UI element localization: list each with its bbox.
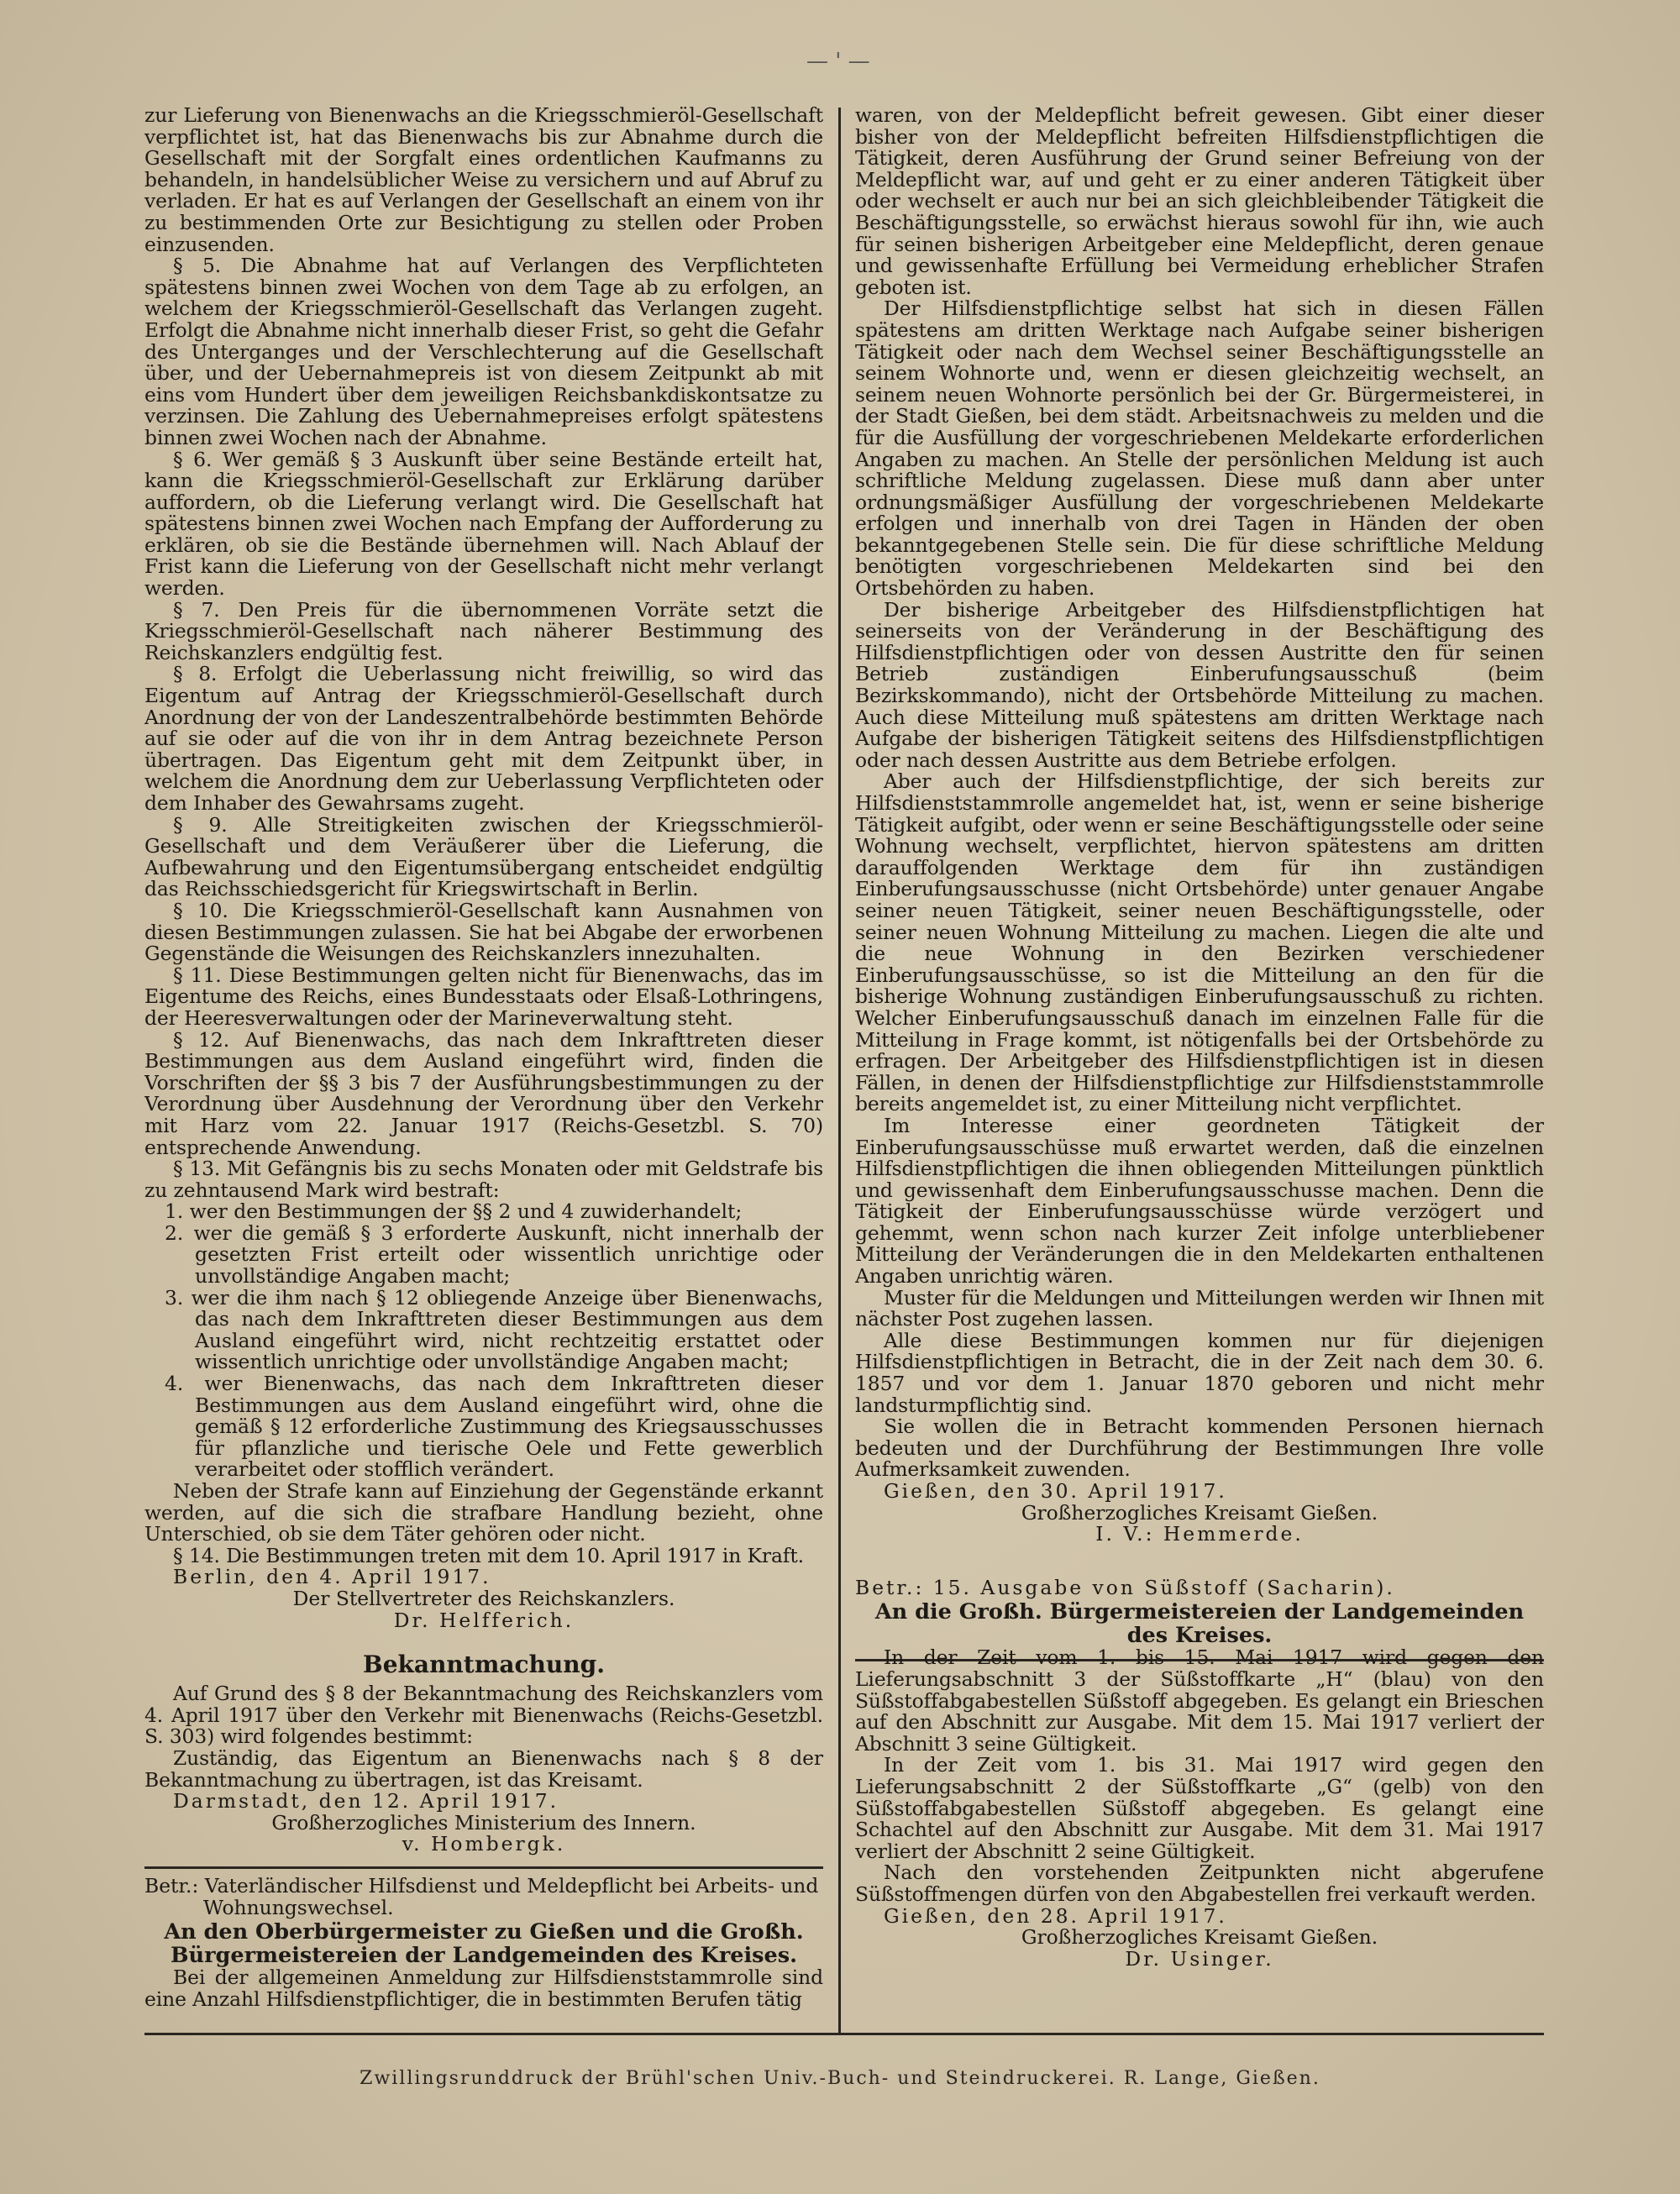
paragraph: § 10. Die Kriegsschmieröl-Gesellschaft kann Ausnahmen von diesen Bestimmungen zulassen. Sie hat bei Abgabe der erworbenen Gegenstände die Weisungen des Reichskanzlers innezuhalten. — [144, 898, 823, 966]
paragraph: § 5. Die Abnahme hat auf Verlangen des Verpflichteten spätestens binnen zwei Wochen von dem Tage ab zu erfolgen, an welchem der Kriegsschmieröl-Gesellschaft das Verlangen zugeht. Erfolgt die Abnahme nicht innerhalb dieser Frist, so geht die Gefahr des Unterganges und der Verschlechterung auf die Gesellschaft über, und der Uebernahmepreis ist von diesem Zeitpunkt ab mit eins vom Hundert über dem jeweiligen Reichsbankdiskontsatze zu verzinsen. Die Zahlung des Uebernahmepreises erfolgt spätestens binnen zwei Wochen nach der Abnahme. — [144, 254, 823, 449]
suessstoff-place-date: Gießen, den 28. April 1917. — [884, 1903, 1227, 1928]
paragraph: Der bisherige Arbeitgeber des Hilfsdienstpflichtigen hat seinerseits von der Veränderung in der Beschäftigung des Hilfsdienstpflichtigen oder von dessen Austritte den für seinen Betrieb zuständigen Einberufungsausschuß (beim Bezirkskommando), nicht der Ortsbehörde Mitteilung zu machen. Auch diese Mitteilung muß spätestens am dritten Werktage nach Aufgabe der bisherigen Tätigkeit seitens des Hilfsdienstpflichtigen oder nach dessen Austritte aus dem Betriebe erfolgen. — [855, 597, 1544, 772]
list-item: 4. wer Bienenwachs, das nach dem Inkrafttreten dieser Bestimmungen aus dem Ausland eingeführt wird, ohne die gemäß § 12 erforderliche Zustimmung des Kriegsausschusses für pflanzliche und tierische Oele und Fette gewerblich verarbeitet oder stofflich verändert. — [165, 1372, 823, 1482]
bekanntmachung-name: v. Hombergk. — [402, 1832, 566, 1856]
paragraph: waren, von der Meldepflicht befreit gewesen. Gibt einer dieser bisher von der Meldepflicht befreiten Hilfsdienstpflichtigen die Tätigkeit, deren Ausführung der Grund seiner Befreiung von der Meldepflicht war, auf und geht er zu einer anderen Tätigkeit über oder wechselt er auch nur bei an sich gleichbleibender Tätigkeit die Beschäftigungsstelle, so erwächst hieraus sowohl für ihn, wie auch für seinen bisherigen Arbeitgeber eine Meldepflicht, deren genaue und gewissenhafte Erfüllung bei Vermeidung erheblicher Strafen geboten ist. — [855, 105, 1544, 299]
left-column — [144, 105, 823, 2045]
paragraph: Neben der Strafe kann auf Einziehung der Gegenstände erkannt werden, auf die sich die strafbare Handlung bezieht, ohne Unterschied, ob sie dem Täter gehören oder nicht. — [144, 1479, 823, 1546]
suessstoff-paragraph-1: In der Zeit vom 1. bis 15. Mai 1917 wird gegen den Lieferungsabschnitt 3 der Süßstoffkarte „H“ (blau) von den Süßstoffabgabestellen Süßstoff abgegeben. Es gelangt ein Brieschen auf den Abschnitt zur Ausgabe. Mit dem 15. Mai 1917 verliert der Abschnitt 3 seine Gültigkeit. — [855, 1646, 1544, 1756]
paragraph: § 7. Den Preis für die übernommenen Vorräte setzt die Kriegsschmieröl-Gesellschaft nach näherer Bestimmung des Reichskanzlers endgültig fest. — [144, 597, 823, 664]
paragraph: Muster für die Meldungen und Mitteilungen werden wir Ihnen mit nächster Post zugehen lassen. — [855, 1285, 1544, 1331]
suessstoff-paragraph-2: In der Zeit vom 1. bis 31. Mai 1917 wird gegen den Lieferungsabschnitt 2 der Süßstoffkarte „G“ (gelb) von den Süßstoffabgabestellen Süßstoff abgegeben. Es gelangt eine Schachtel auf den Abschnitt zur Ausgabe. Mit dem 31. Mai 1917 verliert der Abschnitt 2 seine Gültigkeit. — [855, 1753, 1544, 1863]
suessstoff-paragraph-3: Nach den vorstehenden Zeitpunkten nicht abgerufene Süßstoffmengen dürfen von den Abgabestellen frei verkauft werden. — [855, 1861, 1544, 1906]
paragraph: § 6. Wer gemäß § 3 Auskunft über seine Bestände erteilt hat, kann die Kriegsschmieröl-Gesellschaft zur Erklärung darüber auffordern, ob die Lieferung verlangt wird. Die Gesellschaft hat spätestens binnen zwei Wochen nach Empfang der Aufforderung zu erklären, ob sie die Bestände übernehmen will. Nach Ablauf der Frist kann die Lieferung von der Gesellschaft nicht mehr verlangt werden. — [144, 447, 823, 601]
notice-address-line-2: Bürgermeistereien der Landgemeinden des Kreises. — [170, 1943, 797, 1969]
bekanntmachung-office: Großherzogliches Ministerium des Innern. — [271, 1810, 696, 1834]
suessstoff-subject: Betr.: 15. Ausgabe von Süßstoff (Sacharin). — [855, 1575, 1395, 1599]
bekanntmachung-paragraph-2: Zuständig, das Eigentum an Bienenwachs nach § 8 der Bekanntmachung zu übertragen, ist das Kreisamt. — [144, 1745, 823, 1792]
signature-place-date: Berlin, den 4. April 1917. — [173, 1565, 491, 1589]
list-item: 2. wer die gemäß § 3 erforderte Auskunft, nicht innerhalb der gesetzten Frist erteilt oder wissentlich unrichtige oder unvollständige Angaben macht; — [165, 1220, 823, 1289]
signature-name: Dr. Helfferich. — [393, 1608, 575, 1632]
ordinance-final-paragraphs — [144, 1481, 823, 1567]
bekanntmachung-heading: Bekanntmachung. — [363, 1651, 605, 1679]
hilfsdienst-notice-body — [855, 105, 1544, 1481]
right-signature-name: I. V.: Hemmerde. — [1095, 1522, 1304, 1546]
suessstoff-address-line-2: des Kreises. — [1126, 1623, 1273, 1649]
printer-imprint: Zwillingsrunddruck der Brühl'schen Univ.-Buch- und Steindruckerei. R. Lange, Gießen. — [360, 2068, 1320, 2089]
paragraph: § 11. Diese Bestimmungen gelten nicht für Bienenwachs, das im Eigentume des Reichs, eines Bundesstaats oder Elsaß-Lothringens, der Heeresverwaltungen oder der Marineverwaltung steht. — [144, 963, 823, 1030]
signature-office: Der Stellvertreter des Reichskanzlers. — [292, 1586, 675, 1610]
list-item: 1. wer den Bestimmungen der §§ 2 und 4 zuwiderhandelt; — [165, 1199, 743, 1224]
right-signature-place-date: Gießen, den 30. April 1917. — [884, 1479, 1227, 1503]
suessstoff-address-line-1: An die Großh. Bürgermeistereien der Landgemeinden — [874, 1599, 1525, 1625]
suessstoff-office: Großherzogliches Kreisamt Gießen. — [1021, 1925, 1378, 1950]
suessstoff-name: Dr. Usinger. — [1125, 1946, 1274, 1971]
ordinance-continuation — [144, 105, 823, 1201]
bekanntmachung-place-date: Darmstadt, den 12. April 1917. — [173, 1789, 559, 1813]
paragraph: § 8. Erfolgt die Ueberlassung nicht freiwillig, so wird das Eigentum auf Antrag der Kriegsschmieröl-Gesellschaft durch Anordnung der von der Landeszentralbehörde bestimmten Behörde auf sie oder auf die von ihr in dem Antrag bezeichnete Person übertragen. Das Eigentum geht mit dem Zeitpunkt über, in welchem die Anordnung dem zur Ueberlassung Verpflichteten oder dem Inhaber des Gewahrsams zugeht. — [144, 662, 823, 815]
notice-address-line-1: An den Oberbürgermeister zu Gießen und die Großh. — [164, 1919, 804, 1945]
right-column — [855, 105, 1544, 2045]
paragraph: Aber auch der Hilfsdienstpflichtige, der sich bereits zur Hilfsdienststammrolle angemeldet hat, ist, wenn er seine bisherige Tätigkeit aufgibt, oder wenn er seine Beschäftigungsstelle oder seine Wohnung wechselt, verpflichtet, hiervon spätestens am dritten darauffolgenden Werktage dem für ihn zuständigen Einberufungsausschusse (nicht Ortsbehörde) unter genauer Angabe seiner neuen Tätigkeit, seiner neuen Beschäftigungsstelle, oder seiner neuen Wohnung Mitteilung zu machen. Liegen die alte und die neue Wohnung in den Bezirken verschiedener Einberufungsausschüsse, so ist die Mitteilung an den für die bisherige Wohnung zuständigen Einberufungsausschuß zu richten. Welcher Einberufungsausschuß danach im einzelnen Falle für die Mitteilung in Frage kommt, ist nötigenfalls bei der Ortsbehörde zu erfragen. Der Arbeitgeber des Hilfsdienstpflichtigen ist in diesen Fällen, in denen der Hilfsdienstpflichtige zur Hilfsdienststammrolle bereits angemeldet ist, zu einer Mitteilung nicht verpflichtet. — [855, 769, 1544, 1116]
notice-subject: Betr.: Vaterländischer Hilfsdienst und Meldepflicht bei Arbeits- und Wohnungswechsel. — [144, 1873, 819, 1919]
list-item: 3. wer die ihm nach § 12 obliegende Anzeige über Bienenwachs, das nach dem Inkrafttreten dieser Bestimmungen aus dem Ausland eingeführt wird, nicht rechtzeitig erstattet oder wissentlich unrichtige oder unvollständige Angaben macht; — [165, 1285, 823, 1374]
paragraph: § 9. Alle Streitigkeiten zwischen der Kriegsschmieröl-Gesellschaft und dem Veräußerer über die Lieferung, die Aufbewahrung und den Eigentumsübergang entscheidet endgültig das Reichsschiedsgericht für Kriegswirtschaft in Berlin. — [144, 812, 823, 901]
page-mark: — ' — — [806, 49, 870, 74]
paragraph: § 13. Mit Gefängnis bis zu sechs Monaten oder mit Geldstrafe bis zu zehntausend Mark wird bestraft: — [144, 1157, 823, 1202]
paragraph: § 14. Die Bestimmungen treten mit dem 10. April 1917 in Kraft. — [173, 1543, 805, 1567]
paragraph: Alle diese Bestimmungen kommen nur für diejenigen Hilfsdienstpflichtigen in Betracht, die in der Zeit nach dem 30. 6. 1857 und vor dem 1. Januar 1870 geboren und nicht mehr landsturmpflichtig sind. — [855, 1328, 1544, 1417]
penalty-list — [144, 1201, 823, 1481]
notice-paragraph-1: Bei der allgemeinen Anmeldung zur Hilfsdienststammrolle sind eine Anzahl Hilfsdienstpflichtiger, die in bestimmten Berufen tätig — [144, 1966, 823, 2011]
paragraph: Der Hilfsdienstpflichtige selbst hat sich in diesen Fällen spätestens am dritten Werktage nach Aufgabe seiner bisherigen Tätigkeit oder nach dem Wechsel seiner Beschäftigungsstelle an seinem Wohnorte und, wenn er diesen gleichzeitig wechselt, an seinem neuen Wohnorte persönlich bei der Gr. Bürgermeisterei, in der Stadt Gießen, bei dem städt. Arbeitsnachweis zu melden und die für die Ausfüllung der vorgeschriebenen Meldekarte erforderlichen Angaben zu machen. An Stelle der persönlichen Meldung ist auch schriftliche Meldung zugelassen. Diese muß dann aber unter ordnungsmäßiger Ausfüllung der vorgeschriebenen Meldekarte erfolgen und innerhalb von drei Tagen in Händen der oben bekanntgegebenen Stelle sein. Die für diese schriftliche Meldung benötigten vorgeschriebenen Meldekarten sind bei den Ortsbehörden zu haben. — [855, 297, 1544, 601]
paragraph: Im Interesse einer geordneten Tätigkeit der Einberufungsausschüsse muß erwartet werden, daß die einzelnen Hilfsdienstpflichtigen die ihnen obliegenden Mitteilungen pünktlich und gewissenhaft dem Einberufungsausschusse machen. Denn die Tätigkeit der Einberufungsausschüsse würde verzögert und gehemmt, wenn schon nach kurzer Zeit infolge unterbliebener Mitteilung der Veränderungen die in den Meldekarten enthaltenen Angaben unrichtig wären. — [855, 1113, 1544, 1289]
paragraph: Sie wollen die in Betracht kommenden Personen hiernach bedeuten und der Durchführung der Bestimmungen Ihre volle Aufmerksamkeit zuwenden. — [855, 1415, 1544, 1482]
column-divider — [838, 108, 841, 2033]
bekanntmachung-paragraph-1: Auf Grund des § 8 der Bekanntmachung des Reichskanzlers vom 4. April 1917 über den Verkehr mit Bienenwachs (Reichs-Gesetzbl. S. 303) wird folgendes bestimmt: — [144, 1682, 823, 1749]
paragraph: § 12. Auf Bienenwachs, das nach dem Inkrafttreten dieser Bestimmungen aus dem Ausland eingeführt wird, finden die Vorschriften der §§ 3 bis 7 der Ausführungsbestimmungen zu der Verordnung über Ausdehnung der Verordnung über den Verkehr mit Harz vom 22. Januar 1917 (Reichs-Gesetzbl. S. 70) entsprechende Anwendung. — [144, 1027, 823, 1159]
right-signature-office: Großherzogliches Kreisamt Gießen. — [1021, 1500, 1378, 1525]
paragraph: zur Lieferung von Bienenwachs an die Kriegsschmieröl-Gesellschaft verpflichtet ist, hat das Bienenwachs bis zur Abnahme durch die Gesellschaft mit der Sorgfalt eines ordentlichen Kaufmanns zu behandeln, in handelsüblicher Weise zu versichern und auf Abruf zu verladen. Er hat es auf Verlangen der Gesellschaft an einem von ihr zu bestimmenden Orte zur Besichtigung zu stellen oder Proben einzusenden. — [144, 105, 823, 256]
